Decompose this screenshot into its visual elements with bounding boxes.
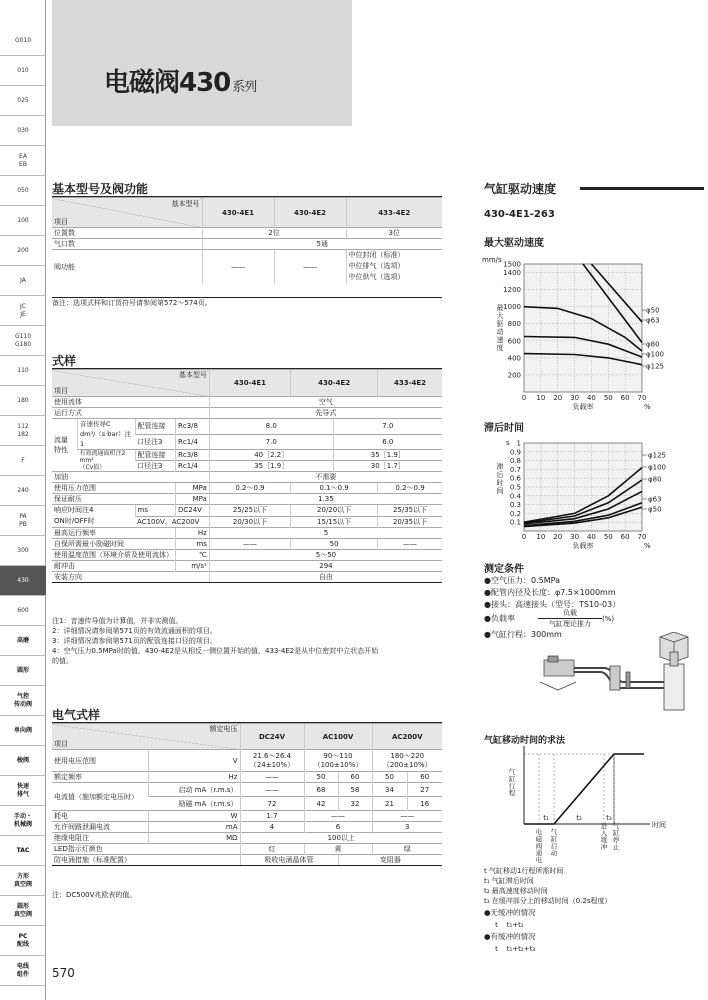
legend-φ63: φ63 xyxy=(648,495,662,504)
label-cushion: 进 xyxy=(600,822,608,830)
legend-φ125: φ125 xyxy=(648,451,666,460)
h3-ac100: AC100V xyxy=(304,724,372,750)
ins: 100以上 xyxy=(240,833,442,844)
side-tab-10[interactable]: G110 G180 xyxy=(0,326,46,356)
unit-mpa-2: MPa xyxy=(176,494,210,505)
lk-1: 6 xyxy=(304,822,372,833)
x-unit: % xyxy=(644,403,651,411)
st-2: 34 xyxy=(372,783,407,797)
st-dash: —— xyxy=(240,783,304,797)
row-vib: 耐冲击 xyxy=(52,561,176,572)
legend-φ50: φ50 xyxy=(648,505,662,514)
h-model: 基本型号 xyxy=(171,200,200,208)
row-flow: 流量 特性 xyxy=(52,419,78,472)
sec1-note: 备注：选项式样和订货符号请参阅第572～574页。 xyxy=(52,297,442,308)
tick-x: 0 xyxy=(521,533,527,541)
tick-y: 200 xyxy=(507,371,521,380)
row-leak: 允许间路泄漏电流 xyxy=(52,822,148,833)
hz-50b: 50 xyxy=(372,772,407,783)
x-unit: % xyxy=(644,542,651,550)
label-stroke: 程 xyxy=(508,789,516,797)
label-stop: 气 xyxy=(612,822,620,830)
side-tab-3[interactable]: 030 xyxy=(0,116,46,146)
label-stroke: 缸 xyxy=(508,775,516,783)
sec1-title: 基本型号及阀功能 xyxy=(52,182,149,196)
h2-m3: 433-4E2 xyxy=(378,370,442,397)
y-label-char: 时 xyxy=(496,479,504,487)
func-2: 中位排气（选项） xyxy=(348,262,405,271)
unit-mohm: MΩ xyxy=(148,833,240,844)
row-freq: 最高运行频率 xyxy=(52,528,176,539)
hd-4: 16 xyxy=(407,797,442,811)
row-c: 音速传导C dm³/（s·bar）注1 xyxy=(78,419,135,450)
resp-ac: AC100V、AC200V xyxy=(135,516,209,528)
chart1-title: 最大驱动速度 xyxy=(484,238,544,249)
tick-y: 0.4 xyxy=(509,492,521,501)
label-start: 动 xyxy=(550,849,558,857)
label-energize: 通 xyxy=(535,849,543,857)
side-tab-25[interactable]: 快速 排气 xyxy=(0,776,46,806)
side-tab-19[interactable]: 600 xyxy=(0,596,46,626)
cond-4: ●气缸行程：300mm xyxy=(484,630,562,639)
sec2-title: 式样 xyxy=(52,354,77,368)
legend-φ63: φ63 xyxy=(646,316,660,325)
label-cushion: 入 xyxy=(600,829,608,837)
label-stroke: 行 xyxy=(508,782,516,790)
unit-ma: mA xyxy=(148,822,240,833)
side-index xyxy=(0,0,46,1000)
rs1: 25/25以下 xyxy=(209,505,290,517)
cv3: 35［1.9］ xyxy=(209,461,333,472)
row-temp: 使用温度范围（环境介质及使用流体） xyxy=(52,550,176,561)
tick-x: 60 xyxy=(620,394,630,402)
sec2-notes: 注1：音速传导值为计算值，并非实测值。 2：详细情况请参阅第571页的有效流通面积的项目。 3：详细情况请参阅第571页的配管连接口径的项目。 4：空气压力0.5MPa时的值。430-4E2是从相反一侧位置开始的值，433-4E2是从中位密封中立状态开始 的值。 xyxy=(52,617,379,665)
label-start: 气 xyxy=(550,828,558,836)
rng2: 90～110 （100±10%） xyxy=(304,750,372,772)
side-tab-12[interactable]: 180 xyxy=(0,386,46,416)
c2: 7.0 xyxy=(333,419,442,435)
electric-table xyxy=(52,723,442,866)
unit-hold: 励磁 mA（r.m.s） xyxy=(148,797,240,811)
tick-y: 0.7 xyxy=(509,465,521,474)
hd-0: 72 xyxy=(240,797,304,811)
proof: 1.35 xyxy=(209,494,442,505)
y-label-char: 动 xyxy=(496,328,504,336)
temp: 5～50 xyxy=(209,550,442,561)
sg-0: 吸收电涌晶体管 xyxy=(240,855,338,866)
row-ins: 绝缘电阻注 xyxy=(52,833,148,844)
tick-x: 0 xyxy=(521,394,527,402)
hz-50a: 50 xyxy=(304,772,338,783)
basic-model-table xyxy=(52,197,442,284)
hz-60a: 60 xyxy=(338,772,372,783)
rs6: 20/35以下 xyxy=(378,516,442,528)
page-number: 570 xyxy=(52,966,75,980)
row-oil: 加油 xyxy=(52,472,209,483)
cond-0: ●空气压力：0.5MPa xyxy=(484,576,560,585)
legend-7: t t₁+t₂+t₃ xyxy=(484,945,536,953)
rc14-2: Rc1/4 xyxy=(176,461,210,472)
label-energize: 电 xyxy=(535,828,543,836)
legend-3: t₃ 在缓冲部分上的移动时间（0.2s程度） xyxy=(484,897,612,905)
side-tab-31[interactable]: 电线 组件 xyxy=(0,956,46,986)
p3: 0.2～0.9 xyxy=(378,483,442,494)
row-op: 运行方式 xyxy=(52,408,209,419)
side-tab-20[interactable]: 高磨 xyxy=(0,626,46,656)
st-0: 68 xyxy=(304,783,338,797)
x-label: 负载率 xyxy=(572,403,594,411)
cond-3: ●负载率 xyxy=(484,614,515,623)
load-num: 负载 xyxy=(538,608,602,619)
legend-0: t 气缸移动1行程所需时间 xyxy=(484,867,564,875)
h3-dc: DC24V xyxy=(240,724,304,750)
time-label: 时间 xyxy=(652,821,666,829)
tick-y: 1400 xyxy=(503,269,521,278)
unit-ms2: m/s² xyxy=(176,561,210,572)
side-tab-24[interactable]: 梭阀 xyxy=(0,746,46,776)
cond-1: ●配管内径及长度：φ7.5×1000mm xyxy=(484,588,616,597)
test-setup-diagram xyxy=(540,632,705,717)
tick-x: 40 xyxy=(586,394,596,402)
tick-x: 60 xyxy=(620,533,630,541)
right-title: 气缸驱动速度 xyxy=(484,182,557,196)
c3: 7.0 xyxy=(209,434,333,450)
legend-φ50: φ50 xyxy=(646,306,660,315)
tick-y: 0.6 xyxy=(509,474,521,483)
tick-x: 50 xyxy=(603,394,613,402)
sg-1: 变阻器 xyxy=(338,855,442,866)
oil: 不需要 xyxy=(209,472,442,483)
model-433-4e2: 433-4E2 xyxy=(346,198,442,228)
tick-y: 800 xyxy=(507,320,521,329)
side-tab-14[interactable]: F xyxy=(0,446,46,476)
h2-model: 基本型号 xyxy=(178,371,207,379)
legend-φ125: φ125 xyxy=(646,362,664,371)
side-tab-26[interactable]: 手动・ 机械阀 xyxy=(0,806,46,836)
tick-y: 0.9 xyxy=(509,448,521,457)
cv4: 30［1.7］ xyxy=(333,461,442,472)
side-tab-27[interactable]: TAC xyxy=(0,836,46,866)
y-unit: mm/s xyxy=(482,256,502,264)
hd-2: 32 xyxy=(338,797,372,811)
label-energize: 阀 xyxy=(535,842,543,850)
side-tab-28[interactable]: 方形 真空阀 xyxy=(0,866,46,896)
side-tab-16[interactable]: PA PB xyxy=(0,506,46,536)
tick-x: 70 xyxy=(637,394,647,402)
func-dash-1: —— xyxy=(202,250,274,284)
tick-x: 70 xyxy=(637,533,647,541)
label-stop: 缸 xyxy=(612,829,620,837)
title-series: 系列 xyxy=(232,80,257,95)
tick-x: 10 xyxy=(536,394,546,402)
unit-ms: ms xyxy=(135,505,175,517)
side-tab-11[interactable]: 110 xyxy=(0,356,46,386)
h-item: 项目 xyxy=(54,218,68,226)
side-tab-30[interactable]: PC 配线 xyxy=(0,926,46,956)
c4: 6.0 xyxy=(333,434,442,450)
lk-0: 4 xyxy=(240,822,304,833)
h2-m1: 430-4E1 xyxy=(209,370,290,397)
func-dash-2: —— xyxy=(274,250,346,284)
cond-title: 测定条件 xyxy=(484,564,524,575)
y-label-char: 间 xyxy=(496,487,504,495)
h3-item: 项目 xyxy=(54,740,68,748)
tick-y: 600 xyxy=(507,337,521,346)
c1: 8.0 xyxy=(209,419,333,435)
unit-w: W xyxy=(148,811,240,822)
tick-y: 0.5 xyxy=(509,483,521,492)
row-pos: 位置数 xyxy=(52,228,202,239)
pos-2: 2位 xyxy=(202,228,346,239)
unit-hz: Hz xyxy=(176,528,210,539)
y-label-char: 速 xyxy=(496,336,504,344)
side-tab-5[interactable]: 050 xyxy=(0,176,46,206)
h2-m2: 430-4E2 xyxy=(291,370,378,397)
title-main: 电磁阀430 xyxy=(104,68,231,98)
label-cushion: 缓 xyxy=(600,836,608,844)
row-press: 使用压力范围 xyxy=(52,483,176,494)
unit-hz3: Hz xyxy=(148,772,240,783)
p2: 0.1～0.9 xyxy=(291,483,378,494)
rs4: 20/30以下 xyxy=(209,516,290,528)
model-430-4e2: 430-4E2 xyxy=(274,198,346,228)
sec3-note: 注：DC500V兆欧表的值。 xyxy=(52,891,137,899)
tick-x: 40 xyxy=(586,533,596,541)
t2-label: t₂ xyxy=(576,814,582,822)
mount: 自由 xyxy=(209,572,442,583)
h3-volt: 额定电压 xyxy=(209,725,238,733)
row-hz: 额定频率 xyxy=(52,772,148,783)
hd-3: 21 xyxy=(372,797,407,811)
dia-2: 口径注3 xyxy=(135,461,175,472)
row-led: LED指示灯颜色 xyxy=(52,844,240,855)
y-label-char: 大 xyxy=(496,312,504,320)
port-val: 5通 xyxy=(202,239,442,250)
side-tab-8[interactable]: JA xyxy=(0,266,46,296)
rs3: 25/35以下 xyxy=(378,505,442,517)
unit-start: 启动 mA（r.m.s） xyxy=(148,783,240,797)
unit-ms-2: ms xyxy=(176,539,210,550)
side-tab-21[interactable]: 圆形 xyxy=(0,656,46,686)
func-1: 中位封闭（标准） xyxy=(348,251,405,260)
pipe-1: 配管连接 xyxy=(135,419,175,435)
exc-dash-1: —— xyxy=(209,539,290,550)
side-tab-7[interactable]: 200 xyxy=(0,236,46,266)
load-pct: (%) xyxy=(602,615,615,623)
cv1: 40［2.2］ xyxy=(209,450,333,461)
tick-x: 30 xyxy=(570,394,580,402)
t1-label: t₁ xyxy=(543,814,549,822)
legend-φ100: φ100 xyxy=(646,350,664,359)
tick-y: 0.2 xyxy=(509,509,521,518)
st-1: 58 xyxy=(338,783,372,797)
pipe-2: 配管连接 xyxy=(135,450,175,461)
row-fluid: 使用流体 xyxy=(52,397,209,408)
led-2: 绿 xyxy=(372,844,442,855)
chart2-title: 滞后时间 xyxy=(484,423,524,434)
row-func: 阀功能 xyxy=(52,250,202,284)
side-tab-18[interactable]: 430 xyxy=(0,566,46,596)
chart-delay xyxy=(480,435,680,555)
side-tab-23[interactable]: 单向阀 xyxy=(0,716,46,746)
sec3-title: 电气式样 xyxy=(52,708,101,722)
vib: 294 xyxy=(209,561,442,572)
rng3: 180～220 （200±10%） xyxy=(372,750,442,772)
tick-y: 1 xyxy=(516,439,521,448)
move-time-diagram xyxy=(484,744,704,864)
tick-x: 30 xyxy=(570,533,580,541)
chart-max-speed xyxy=(480,250,680,415)
row-pw: 耗电 xyxy=(52,811,148,822)
t3-label: t₃ xyxy=(606,814,612,822)
row-range: 使用电压范围 xyxy=(52,750,148,772)
legend-φ100: φ100 xyxy=(648,463,666,472)
side-tab-4[interactable]: EA EB xyxy=(0,146,46,176)
func-3: 中位供气（选项） xyxy=(348,273,405,282)
lk-2: 3 xyxy=(372,822,442,833)
h3-ac200: AC200V xyxy=(372,724,442,750)
fluid: 空气 xyxy=(209,397,442,408)
stroke-curve xyxy=(524,754,644,824)
side-tab-29[interactable]: 圆形 真空阀 xyxy=(0,896,46,926)
side-tab-2[interactable]: 025 xyxy=(0,86,46,116)
row-cur: 电流值（施加额定电压时） xyxy=(52,783,148,811)
row-mount: 安装方向 xyxy=(52,572,209,583)
label-stop: 停 xyxy=(612,836,620,844)
spec-table xyxy=(52,369,442,583)
tick-y: 400 xyxy=(507,354,521,363)
tick-y: 1200 xyxy=(503,286,521,295)
pw: 1.7 xyxy=(240,811,304,822)
side-tab-15[interactable]: 240 xyxy=(0,476,46,506)
op: 先导式 xyxy=(209,408,442,419)
p1: 0.2～0.9 xyxy=(209,483,290,494)
h2-item: 项目 xyxy=(54,387,68,395)
cond-2: ●接头：高速接头（型号：TS10-03） xyxy=(484,600,621,609)
y-label-char: 滞 xyxy=(496,463,504,471)
legend-2: t₂ 最高速度移动时间 xyxy=(484,887,548,895)
rc38-1: Rc3/8 xyxy=(176,419,210,435)
row-proof: 保证耐压 xyxy=(52,494,176,505)
row-cv: 有效流通面积注2 mm² （Cv值） xyxy=(78,450,135,472)
right-title-bar xyxy=(580,187,704,190)
unit-mpa: MPa xyxy=(176,483,210,494)
y-label-char: 最 xyxy=(496,304,504,312)
label-energize: 磁 xyxy=(535,835,543,843)
y-label-char: 驱 xyxy=(496,320,504,328)
side-tab-0[interactable]: G010 xyxy=(0,26,46,56)
label-cushion: 冲 xyxy=(600,843,608,851)
hd-1: 42 xyxy=(304,797,338,811)
tick-y: 0.3 xyxy=(509,501,521,510)
led-1: 黄 xyxy=(304,844,372,855)
side-tab-1[interactable]: 010 xyxy=(0,56,46,86)
side-tab-22[interactable]: 气控 传动阀 xyxy=(0,686,46,716)
tick-y: 0.1 xyxy=(509,518,521,527)
pos-3: 3位 xyxy=(346,228,442,239)
exc: 50 xyxy=(291,539,378,550)
legend-6: ●有缓冲的情况 xyxy=(484,932,536,941)
legend-φ80: φ80 xyxy=(648,475,662,484)
label-start: 启 xyxy=(550,842,558,850)
pw-dash-1: —— xyxy=(304,811,372,822)
rs2: 20/20以下 xyxy=(291,505,378,517)
x-label: 负载率 xyxy=(572,542,594,550)
page-title xyxy=(104,62,256,99)
label-start: 缸 xyxy=(550,835,558,843)
side-tab-17[interactable]: 300 xyxy=(0,536,46,566)
tick-x: 10 xyxy=(536,533,546,541)
freq: 5 xyxy=(209,528,442,539)
led-0: 红 xyxy=(240,844,304,855)
legend-φ80: φ80 xyxy=(646,340,660,349)
unit-degc: ℃ xyxy=(176,550,210,561)
mt-title: 气缸移动时间的求法 xyxy=(484,736,566,746)
legend-5: t t₁+t₂ xyxy=(484,921,524,929)
tick-y: 0.8 xyxy=(509,457,521,466)
model-430-4e1: 430-4E1 xyxy=(202,198,274,228)
label-energize: 电 xyxy=(535,856,543,864)
tick-y-top: 1500 xyxy=(503,260,521,269)
st-3: 27 xyxy=(407,783,442,797)
y-unit: s xyxy=(506,439,510,447)
row-resp: 响应时间注4 ON时/OFF时 xyxy=(52,505,135,528)
legend-4: ●无缓冲的情况 xyxy=(484,908,536,917)
row-surge: 防电涌措施（标准配置） xyxy=(52,855,240,866)
rs5: 15/15以下 xyxy=(291,516,378,528)
exc-dash-2: —— xyxy=(378,539,442,550)
row-exc: 自保所需最小励磁时间 xyxy=(52,539,176,550)
y-label-char: 度 xyxy=(496,344,504,352)
side-tab-6[interactable]: 100 xyxy=(0,206,46,236)
cv2: 35［1.9］ xyxy=(333,450,442,461)
rc14-1: Rc1/4 xyxy=(176,434,210,450)
pw-dash-2: —— xyxy=(372,811,442,822)
y-label-char: 后 xyxy=(496,471,504,479)
side-tab-13[interactable]: 112 182 xyxy=(0,416,46,446)
dia-1: 口径注3 xyxy=(135,434,175,450)
plot-area xyxy=(524,264,642,392)
right-model: 430-4E1-263 xyxy=(484,209,555,220)
label-stop: 止 xyxy=(612,843,620,851)
load-den: 气缸理论推力 xyxy=(549,620,591,628)
side-tab-9[interactable]: JC JE xyxy=(0,296,46,326)
tick-x: 50 xyxy=(603,533,613,541)
resp-dc: DC24V xyxy=(176,505,210,517)
legend-1: t₁ 气缸滞后时间 xyxy=(484,877,534,885)
rng1: 21.6～26.4 （24±10%） xyxy=(240,750,304,772)
label-stroke: 气 xyxy=(508,768,516,776)
unit-v: V xyxy=(148,750,240,772)
row-port: 气口数 xyxy=(52,239,202,250)
tick-x: 20 xyxy=(553,533,563,541)
tick-x: 20 xyxy=(553,394,563,402)
rc38-2: Rc3/8 xyxy=(176,450,210,461)
hz-dash: —— xyxy=(240,772,304,783)
hz-60b: 60 xyxy=(407,772,442,783)
tick-y: 1000 xyxy=(503,303,521,312)
